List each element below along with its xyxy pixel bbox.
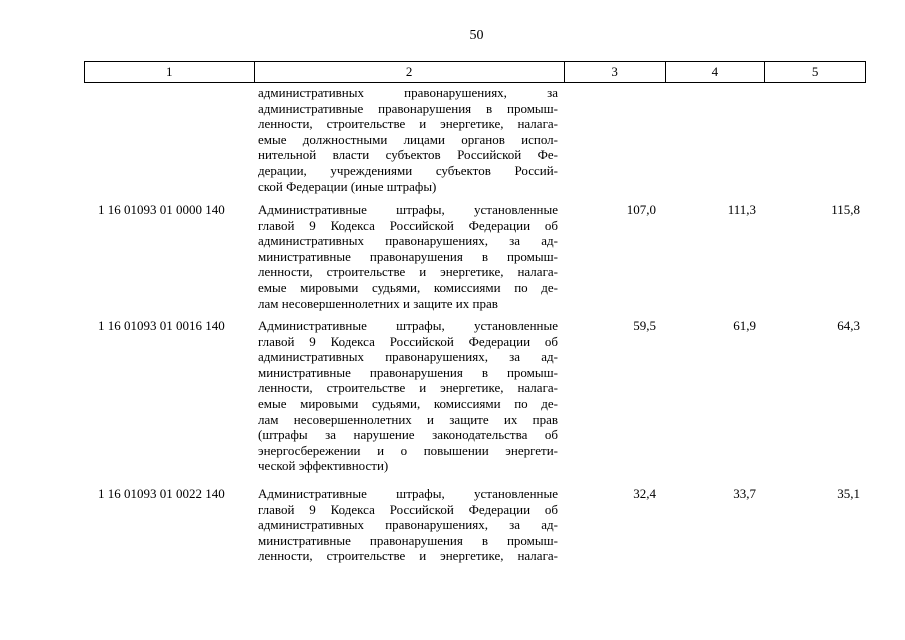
page-number: 50 xyxy=(469,28,484,43)
value-col-5: 64,3 xyxy=(837,318,860,333)
value-col-4: 33,7 xyxy=(733,486,756,501)
description-line: ской Федерации (иные штрафы) xyxy=(258,178,437,194)
value-col-5: 35,1 xyxy=(837,486,860,501)
description-line: министративные правонарушения в промыш- xyxy=(258,248,558,264)
value-col-3: 59,5 xyxy=(633,318,656,333)
classification-code: 1 16 01093 01 0000 140 xyxy=(98,202,225,217)
value-col-5: 115,8 xyxy=(831,202,860,217)
classification-code: 1 16 01093 01 0022 140 xyxy=(98,486,225,501)
description-line: емые мировыми судьями, комиссиями по де- xyxy=(258,395,558,411)
description-line: главой 9 Кодекса Российской Федерации об xyxy=(258,501,558,517)
description-line: ленности, строительстве и энергетике, налага- xyxy=(258,380,558,396)
description-line: административных правонарушениях, за xyxy=(258,85,558,100)
description-line: ленности, строительстве и энергетике, налага- xyxy=(258,548,558,564)
description-line: Административные штрафы, установленные xyxy=(258,318,558,333)
column-header-3: 3 xyxy=(565,62,666,82)
description-line: административных правонарушениях, за ад- xyxy=(258,517,558,533)
description-line: главой 9 Кодекса Российской Федерации об xyxy=(258,217,558,233)
description-line: нительной власти субъектов Российской Фе- xyxy=(258,147,558,163)
description-line: Административные штрафы, установленные xyxy=(258,486,558,501)
table-header-row xyxy=(84,61,866,83)
description-line: главой 9 Кодекса Российской Федерации об xyxy=(258,333,558,349)
value-col-3: 32,4 xyxy=(633,486,656,501)
description-line: лам несовершеннолетних и защите их прав xyxy=(258,295,498,311)
description-line: административные правонарушения в промыш- xyxy=(258,100,558,116)
column-header-5: 5 xyxy=(811,64,819,79)
description-line: административных правонарушениях, за ад- xyxy=(258,233,558,249)
value-col-3: 107,0 xyxy=(626,202,656,217)
row-description xyxy=(258,202,558,311)
description-line: емые должностными лицами органов испол- xyxy=(258,131,558,147)
description-line: ленности, строительстве и энергетике, налага- xyxy=(258,264,558,280)
description-line: емые мировыми судьями, комиссиями по де- xyxy=(258,279,558,295)
description-line: ческой эффективности) xyxy=(258,458,389,474)
description-line: лам несовершеннолетних и защите их прав xyxy=(258,411,558,427)
classification-code: 1 16 01093 01 0016 140 xyxy=(98,318,225,333)
description-line: Административные штрафы, установленные xyxy=(258,202,558,217)
description-line: ленности, строительстве и энергетике, налага- xyxy=(258,116,558,132)
row-description xyxy=(258,486,558,564)
description-line: министративные правонарушения в промыш- xyxy=(258,364,558,380)
description-line: административных правонарушениях, за ад- xyxy=(258,349,558,365)
column-header-2: 2 xyxy=(255,62,565,82)
description-line: министративные правонарушения в промыш- xyxy=(258,532,558,548)
value-col-4: 61,9 xyxy=(733,318,756,333)
row-description xyxy=(258,318,558,474)
description-line: энергосбережении и о повышении энергети- xyxy=(258,442,558,458)
description-line: дерации, учреждениями субъектов Россий- xyxy=(258,162,558,178)
column-header-4: 4 xyxy=(666,62,766,82)
column-header-1: 1 xyxy=(85,62,255,82)
continued-description xyxy=(258,85,558,194)
value-col-4: 111,3 xyxy=(727,202,756,217)
description-line: (штрафы за нарушение законодательства об xyxy=(258,427,558,443)
